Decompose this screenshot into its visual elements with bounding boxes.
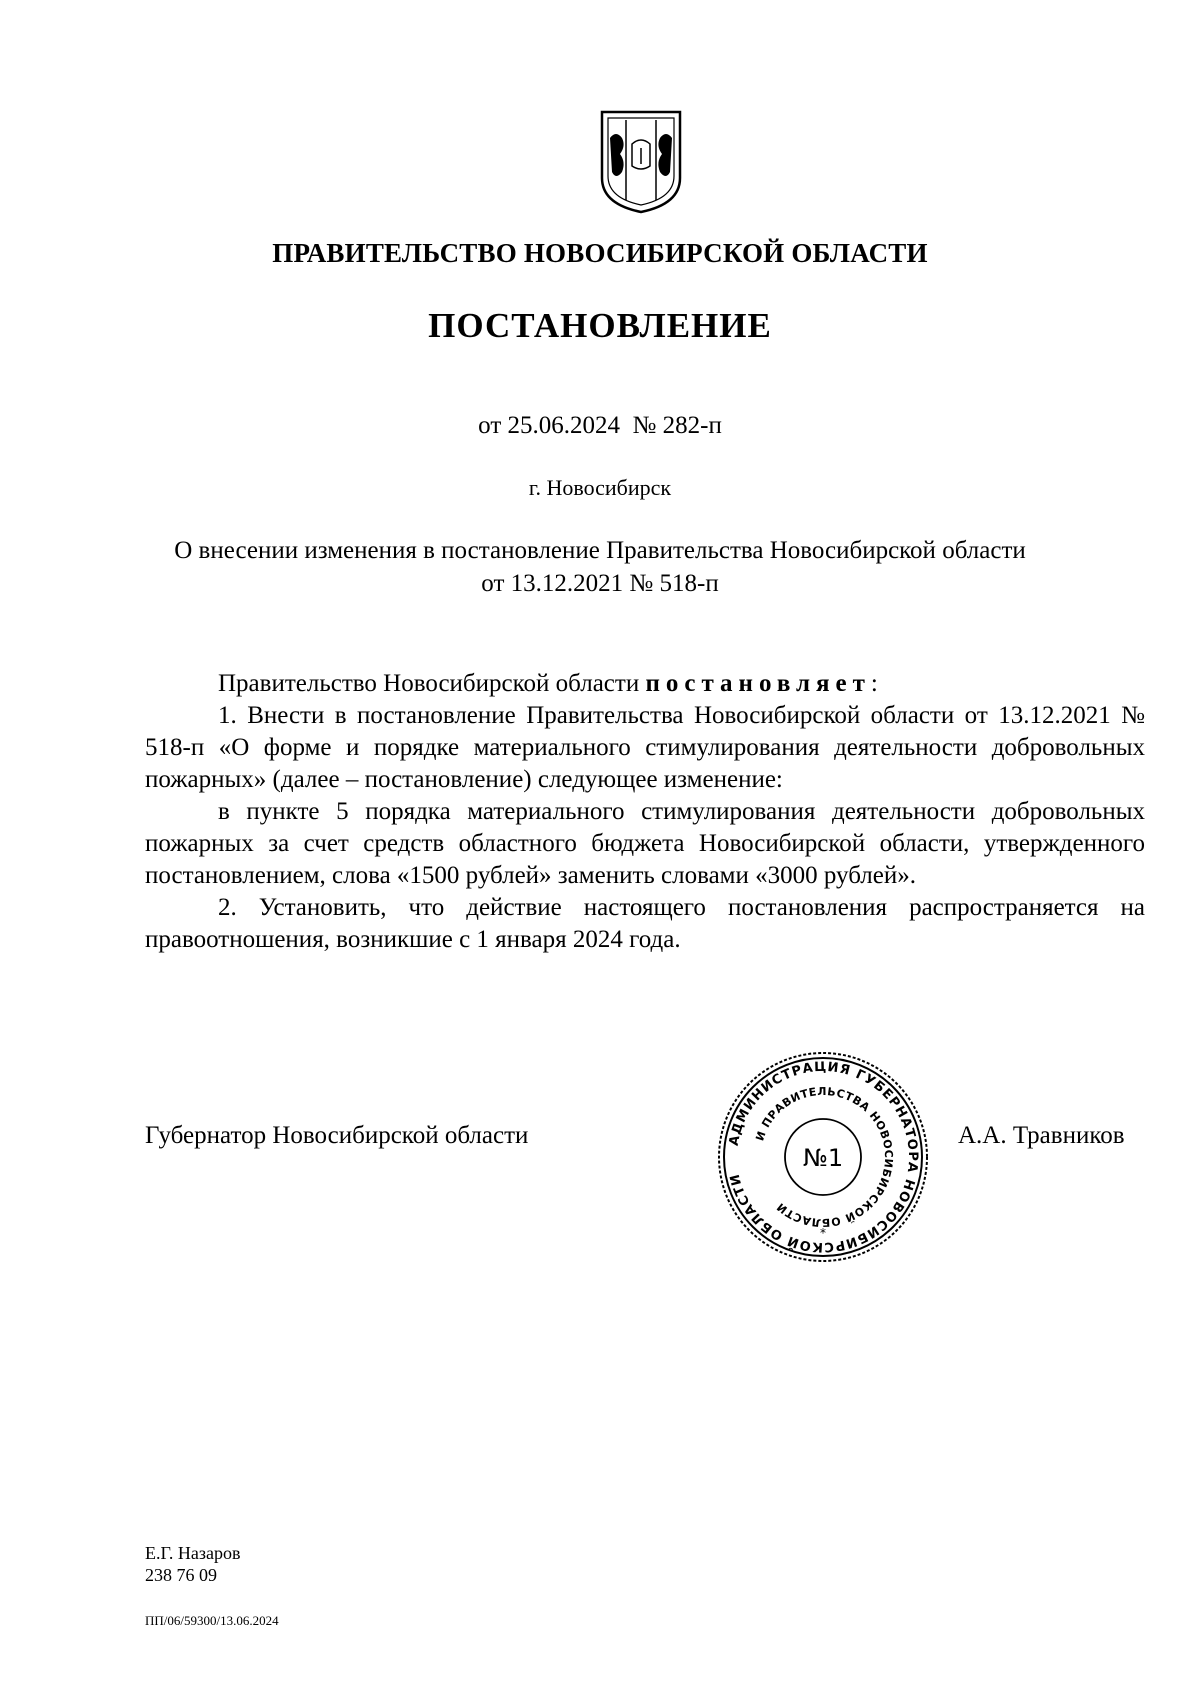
- document-date-number: от 25.06.2024 № 282-п: [478, 412, 722, 439]
- government-title: ПРАВИТЕЛЬСТВО НОВОСИБИРСКОЙ ОБЛАСТИ: [272, 238, 928, 268]
- seal-outer-text: АДМИНИСТРАЦИЯ ГУБЕРНАТОРА НОВОСИБИРСКОЙ ОБЛАСТИ: [726, 1059, 921, 1255]
- signer-name: А.А. Травников: [958, 1122, 1125, 1149]
- item-2-paragraph: 2. Установить, что действие настоящего постановления распространяется на правоотношения, возникшие с 1 января 2024 года.: [145, 894, 1145, 953]
- registration-number: ПП/06/59300/13.06.2024: [145, 1613, 279, 1628]
- document-type: ПОСТАНОВЛЕНИЕ: [428, 306, 772, 345]
- executor-name: Е.Г. Назаров: [145, 1543, 241, 1563]
- intro-prefix: Правительство Новосибирской области: [218, 670, 640, 697]
- subject-line-2: от 13.12.2021 № 518-п: [481, 570, 719, 597]
- executor-block: [145, 1542, 240, 1586]
- svg-text:*: *: [820, 1226, 826, 1240]
- subject-line-1: О внесении изменения в постановление Правительства Новосибирской области: [174, 537, 1026, 564]
- coat-of-arms-icon: [596, 108, 686, 216]
- intro-suffix: :: [870, 670, 878, 697]
- document-subject: [0, 534, 1200, 600]
- official-seal-icon: [713, 1047, 933, 1267]
- signer-title: Губернатор Новосибирской области: [145, 1122, 529, 1149]
- document-city: г. Новосибирск: [528, 475, 672, 500]
- document-body: [145, 668, 1145, 956]
- seal-inner-text: И ПРАВИТЕЛЬСТВА НОВОСИБИРСКОЙ ОБЛАСТИ: [753, 1084, 896, 1230]
- item-1-detail-paragraph: в пункте 5 порядка материального стимулирования деятельности добровольных пожарных за счет средств областного бюджета Новосибирской области, утвержденного постановлением, слова «1500 рублей» заменить словами «3000 рублей».: [145, 798, 1145, 889]
- intro-paragraph: [145, 668, 1145, 700]
- intro-verb: постановляет: [645, 670, 871, 697]
- executor-phone: 238 76 09: [145, 1565, 217, 1585]
- seal-center-number: №1: [802, 1144, 844, 1172]
- item-1-paragraph: 1. Внести в постановление Правительства Новосибирской области от 13.12.2021 № 518-п «О форме и порядке материального стимулирования деятельности добровольных пожарных» (далее – постановление) следующее изменение:: [145, 702, 1145, 793]
